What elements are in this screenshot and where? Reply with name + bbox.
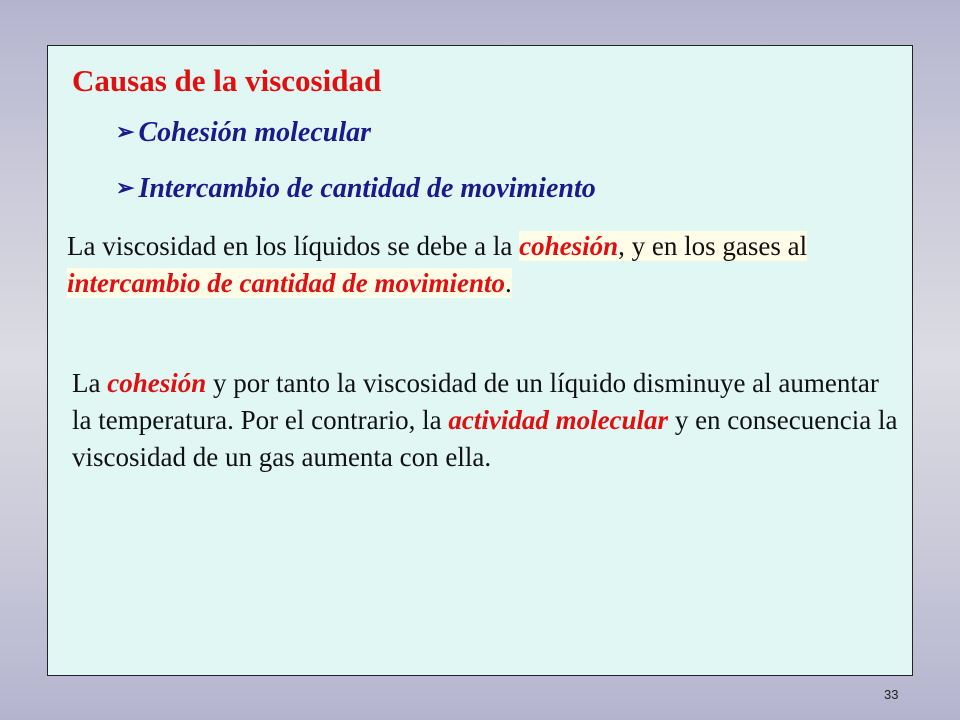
arrowhead-bullet-icon: ➢ [116,175,135,200]
page-number: 33 [884,687,899,702]
slide-title: Causas de la viscosidad [72,63,382,98]
highlight-momentum-exchange: intercambio de cantidad de movimiento [67,268,505,298]
highlight-cohesion: cohesión [519,231,619,261]
arrowhead-bullet-icon: ➢ [116,119,135,144]
paragraph-liquids-gases [67,228,917,302]
highlight-molecular-activity: actividad molecular [448,405,669,435]
paragraph-temperature-effect [72,365,902,476]
highlight-cohesion: cohesión [107,368,207,398]
bullet-item-momentum-exchange [116,172,596,206]
paragraph-text: y por tanto la viscosidad de un líquido disminuye al aumentar la temperatura. Por el contrario, la [72,368,879,435]
paragraph-text: y en consecuencia la viscosidad de un gas aumenta con ella. [72,405,898,472]
bullet-label: Intercambio de cantidad de movimiento [138,173,596,204]
paragraph-text: . [504,268,512,298]
bullet-label: Cohesión molecular [138,117,372,148]
paragraph-text: La [72,368,108,398]
bullet-item-cohesion [116,116,371,150]
paragraph-text: La viscosidad en los líquidos se debe a la [67,231,520,261]
paragraph-text: , y en los gases al [618,231,808,261]
